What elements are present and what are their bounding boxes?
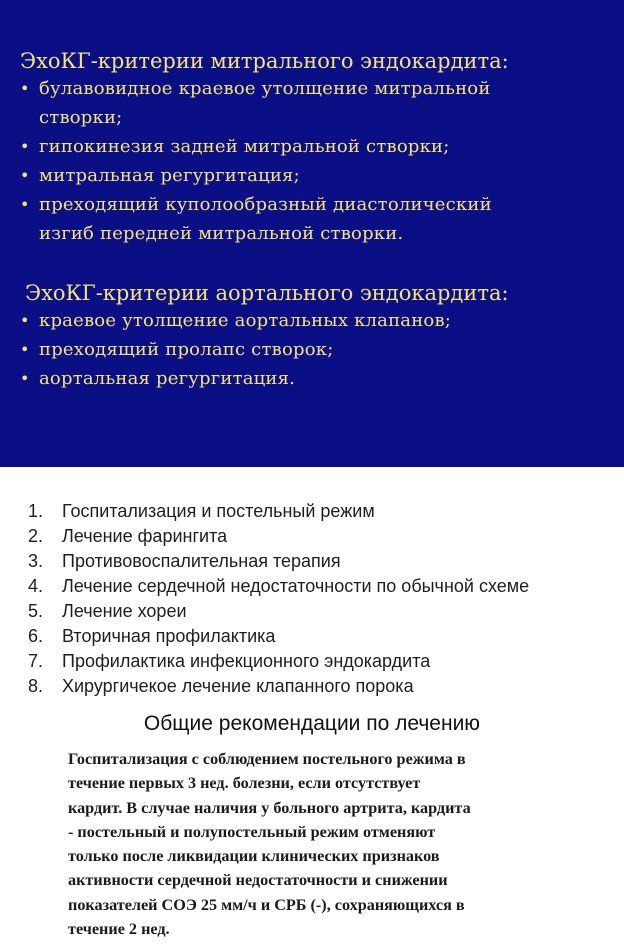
bullet-icon: • xyxy=(20,79,30,98)
list-item-line: гипокинезия задней митральной створки; xyxy=(39,136,450,157)
item-number: 7. xyxy=(28,651,44,671)
list-item-line: преходящий пролапс створок; xyxy=(39,339,334,360)
mitral-heading: ЭхоКГ-критерии митрального эндокардита: xyxy=(20,49,509,73)
list-item-line: аортальная регургитация. xyxy=(39,368,296,389)
list-item xyxy=(28,549,618,574)
bullet-icon: • xyxy=(20,340,30,359)
list-item xyxy=(28,649,618,674)
item-number: 2. xyxy=(28,526,44,546)
item-text: Профилактика инфекционного эндокардита xyxy=(62,651,431,671)
paragraph-line: активности сердечной недостаточности и снижении xyxy=(68,871,448,890)
item-text: Противовоспалительная терапия xyxy=(62,551,341,571)
list-item xyxy=(20,335,612,364)
list-item-line: преходящий куполообразный диастолический xyxy=(39,194,492,215)
list-item-line: булавовидное краевое утолщение митральной xyxy=(39,78,491,99)
list-item xyxy=(20,161,612,190)
treatment-list xyxy=(28,499,618,699)
bullet-icon: • xyxy=(20,137,30,156)
paragraph-line: кардит. В случае наличия у больного артрита, кардита xyxy=(68,798,471,817)
paragraph-line: течение 2 нед. xyxy=(68,920,170,939)
list-item-line: митральная регургитация; xyxy=(39,165,300,186)
item-number: 1. xyxy=(28,501,44,521)
item-number: 4. xyxy=(28,576,44,596)
item-text: Хирургичекое лечение клапанного порока xyxy=(62,676,414,696)
list-item xyxy=(28,599,618,624)
list-item xyxy=(28,524,618,549)
item-number: 6. xyxy=(28,626,44,646)
item-text: Вторичная профилактика xyxy=(62,626,276,646)
bullet-icon: • xyxy=(20,195,30,214)
paragraph-line: только после ликвидации клинических признаков xyxy=(68,847,440,866)
bullet-icon: • xyxy=(20,311,30,330)
item-text: Лечение сердечной недостаточности по обычной схеме xyxy=(62,576,530,596)
paragraph-line: - постельный и полупостельный режим отменяют xyxy=(68,822,436,841)
recommendations-paragraph xyxy=(68,747,578,941)
paragraph-line: показателей СОЭ 25 мм/ч и СРБ (-), сохраняющихся в xyxy=(68,895,465,914)
recommendations-title: Общие рекомендации по лечению xyxy=(143,712,481,735)
item-text: Лечение хореи xyxy=(62,601,187,621)
list-item-line: изгиб передней митральной створки. xyxy=(39,223,404,244)
list-item xyxy=(20,132,612,161)
list-item xyxy=(20,306,612,335)
list-item xyxy=(28,674,618,699)
paragraph-line: течение первых 3 нед. болезни, если отсутствует xyxy=(68,774,421,793)
aortic-criteria-list xyxy=(20,306,612,393)
item-number: 8. xyxy=(28,676,44,696)
item-number: 3. xyxy=(28,551,44,571)
list-item xyxy=(28,499,618,524)
list-item xyxy=(20,74,612,132)
item-text: Госпитализация и постельный режим xyxy=(62,501,375,521)
item-number: 5. xyxy=(28,601,44,621)
item-text: Лечение фарингита xyxy=(62,526,228,546)
echo-criteria-slide xyxy=(0,0,624,467)
list-item-line: краевое утолщение аортальных клапанов; xyxy=(39,310,452,331)
list-item-line: створки; xyxy=(39,107,123,128)
bullet-icon: • xyxy=(20,369,30,388)
bullet-icon: • xyxy=(20,166,30,185)
mitral-criteria-list xyxy=(20,74,612,248)
paragraph-line: Госпитализация с соблюдением постельного режима в xyxy=(68,750,466,768)
aortic-heading: ЭхоКГ-критерии аортального эндокардита: xyxy=(25,281,509,305)
list-item xyxy=(28,624,618,649)
list-item xyxy=(20,364,612,393)
list-item xyxy=(20,190,612,248)
list-item xyxy=(28,574,618,599)
